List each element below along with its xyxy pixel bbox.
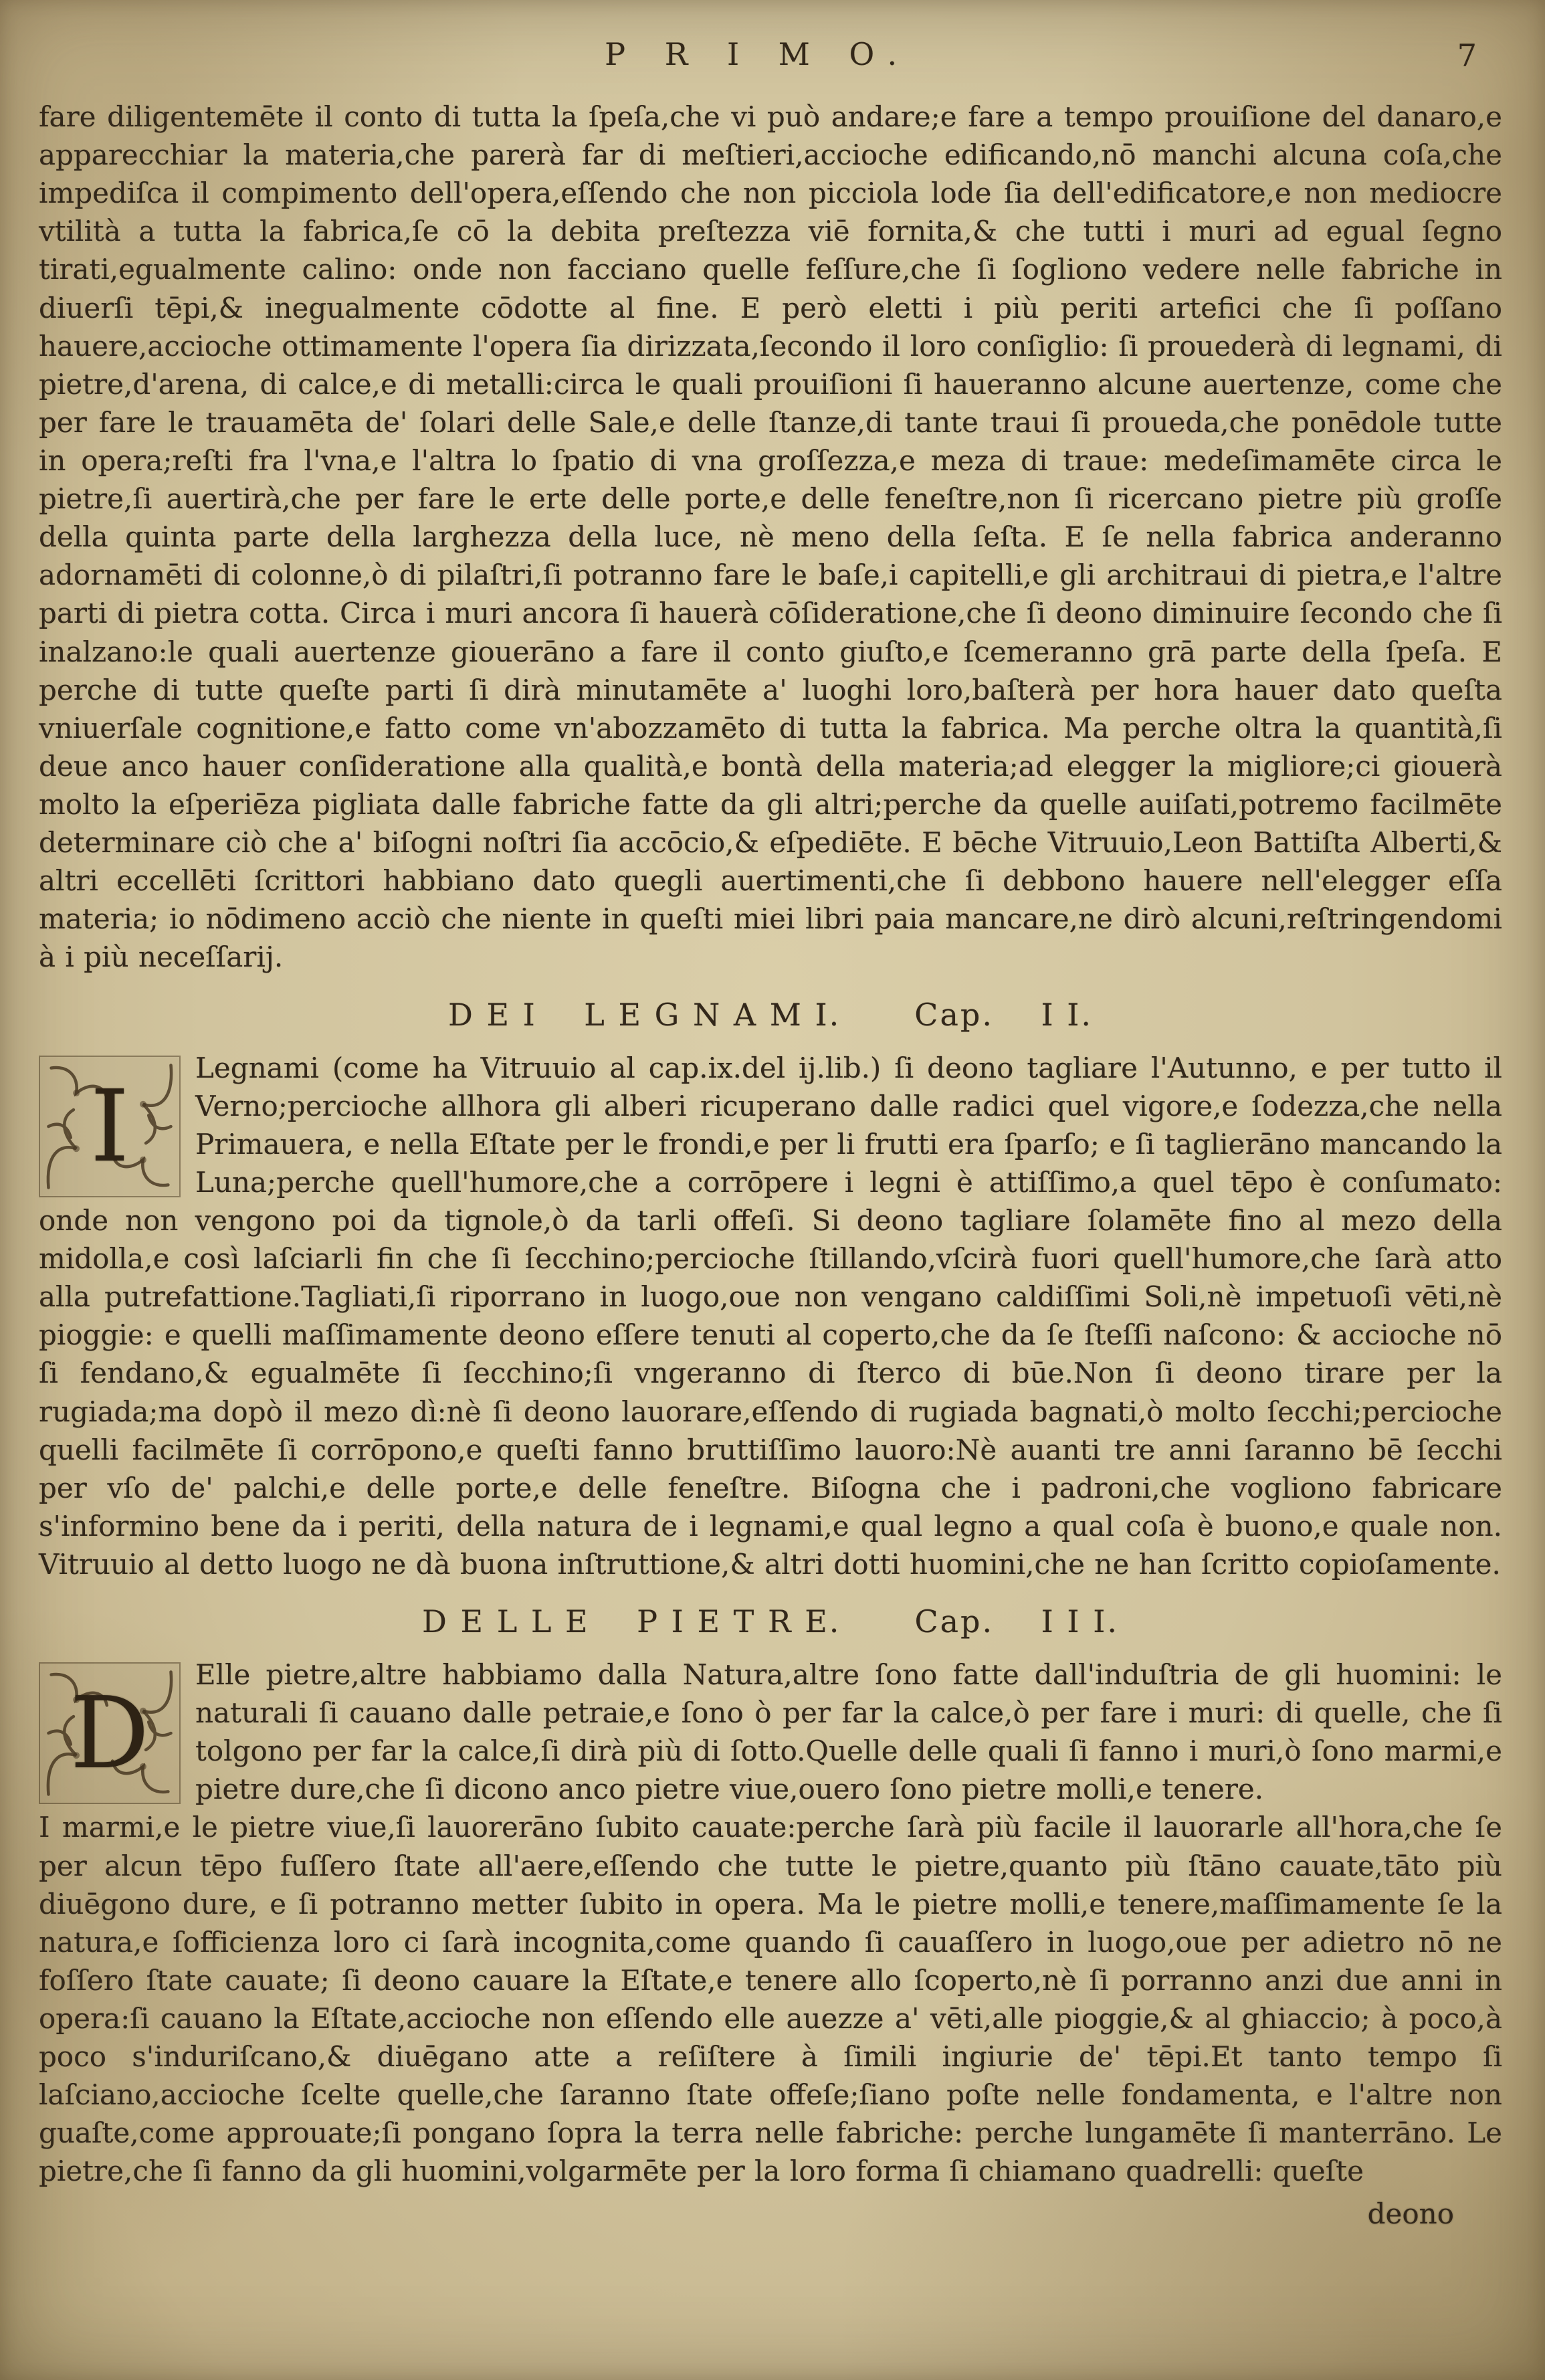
- drop-cap-letter: D: [70, 1676, 150, 1791]
- chapter-heading-pietre: [39, 1603, 1502, 1640]
- running-header: [39, 36, 1502, 80]
- chapter-number: Cap. I I.: [914, 996, 1094, 1033]
- chapter-pietre-paragraph-1: [39, 1656, 1502, 1808]
- page-number: 7: [1457, 37, 1477, 74]
- chapter-text: Legnami (come ha Vitruuio al cap.ix.del ij.lib.) ſi deono tagliare l'Autunno, e per tutto il Verno;percioche allhora gli alberi ricuperano dalle radici quel vigore,e ſodezza,che nella Primauera, e nella Eſtate per le frondi,e per li frutti era ſparſo; e ſi taglierāno mancando la Luna;perche quell'humore,che a corrōpere i legni è attiſſimo,a quel tēpo è conſumato: onde non vengono poi da tignole,ò da tarli offeſi. Si deono tagliare ſolamēte fino al mezo della midolla,e così laſciarli fin che ſi ſecchino;percioche ſtillando,vſcirà fuori quell'humore,che ſarà atto alla putrefattione.Tagliati,ſi riporrano in luogo,oue non vengano caldiſſimi Soli,nè impetuoſi vēti,nè pioggie: e quelli maſſimamente deono eſſere tenuti al coperto,che da ſe ſteſſi naſcono: & accioche nō ſi fendano,& egualmēte ſi ſecchino;ſi vngeranno di ſterco di būe.Non ſi deono tirare per la rugiada;ma dopò il mezo dì:nè ſi deono lauorare,eſſendo di rugiada bagnati,ò molto ſecchi;percioche quelli facilmēte ſi corrōpono,e queſti fanno bruttiſſimo lauoro:Nè auanti tre anni ſaranno bē ſecchi per vſo de' palchi,e delle porte,e delle feneſtre. Biſogna che i padroni,che vogliono fabricare s'informino bene da i periti, della natura de i legnami,e qual legno a qual coſa è buono,e quale non. Vitruuio al detto luogo ne dà buona inſtruttione,& altri dotti huomini,che ne han ſcritto copioſamente.: [39, 1051, 1502, 1581]
- woodcut-initial-legnami: [39, 1056, 181, 1197]
- chapter-number: Cap. I I I.: [914, 1603, 1119, 1640]
- catchword: deono: [1367, 2197, 1454, 2230]
- woodcut-initial-pietre: [39, 1662, 181, 1804]
- catchword-row: [39, 2197, 1502, 2230]
- chapter-text: Elle pietre,altre habbiamo dalla Natura,altre ſono fatte dall'induſtria de gli huomini: le naturali ſi cauano dalle petraie,e ſono ò per far la calce,ò per fare i muri: di quelle, che ſi tolgono per far la calce,ſi dirà più di ſotto.Quelle delle quali ſi fanno i muri,ò ſono marmi,e pietre dure,che ſi dicono anco pietre viue,ouero ſono pietre molli,e tenere.: [195, 1658, 1502, 1806]
- chapter-pietre-paragraph-2: I marmi,e le pietre viue,ſi lauorerāno ſubito cauate:perche ſarà più facile il lauorarle all'hora,che ſe per alcun tēpo fuſſero ſtate all'aere,eſſendo che tutte le pietre,quanto più ſtāno cauate,tāto più diuēgono dure, e ſi potranno metter ſubito in opera. Ma le pietre molli,e tenere,maſſimamente ſe la natura,e ſofficienza loro ci ſarà incognita,come quando ſi cauaſſero in luogo,oue per adietro nō ne foſſero ſtate cauate; ſi deono cauare la Eſtate,e tenere allo ſcoperto,nè ſi porranno anzi due anni in opera:ſi cauano la Eſtate,accioche non eſſendo elle auezze a' vēti,alle pioggie,& al ghiaccio; à poco,à poco s'induriſcano,& diuēgano atte a reſiſtere à ſimili ingiurie de' tēpi.Et tanto tempo ſi laſciano,accioche ſcelte quelle,che ſaranno ſtate offeſe;ſiano poſte nelle fondamenta, e l'altre non guaſte,come approuate;ſi pongano ſopra la terra nelle fabriche: perche lungamēte ſi manterrāno. Le pietre,che ſi fanno da gli huomini,volgarmēte per la loro forma ſi chiamano quadrelli: queſte: [39, 1811, 1502, 2188]
- intro-paragraph: fare diligentemēte il conto di tutta la ſpeſa,che vi può andare;e fare a tempo prouiſione del danaro,e apparecchiar la materia,che parerà far di meſtieri,accioche edificando,nō manchi alcuna coſa,che impediſca il compimento dell'opera,eſſendo che non picciola lode ſia dell'edificatore,e non mediocre vtilità a tutta la fabrica,ſe cō la debita preſtezza viē fornita,& che tutti i muri ad egual ſegno tirati,egualmente calino: onde non facciano quelle feſſure,che ſi ſogliono vedere nelle fabriche in diuerſi tēpi,& inegualmente cōdotte al fine. E però eletti i più periti artefici che ſi poſſano hauere,accioche ottimamente l'opera ſia dirizzata,ſecondo il loro conſiglio: ſi prouederà di legnami, di pietre,d'arena, di calce,e di metalli:circa le quali prouiſioni ſi haueranno alcune auertenze, come che per fare le trauamēta de' ſolari delle Sale,e delle ſtanze,di tante traui ſi proueda,che ponēdole tutte in opera;reſti fra l'vna,e l'altra lo ſpatio di vna groſſezza,e meza di traue: medeſimamēte circa le pietre,ſi auertirà,che per fare le erte delle porte,e delle feneſtre,non ſi ricercano pietre più groſſe della quinta parte della larghezza della luce, nè meno della ſeſta. E ſe nella fabrica anderanno adornamēti di colonne,ò di pilaſtri,ſi potranno fare le baſe,i capitelli,e gli architraui di pietra,e l'altre parti di pietra cotta. Circa i muri ancora ſi hauerà cōſideratione,che ſi deono diminuire ſecondo che ſi inalzano:le quali auertenze giouerāno a fare il conto giuſto,e ſcemeranno grā parte della ſpeſa. E perche di tutte queſte parti ſi dirà minutamēte a' luoghi loro,baſterà per hora hauer dato queſta vniuerſale cognitione,e fatto come vn'abozzamēto di tutta la fabrica. Ma perche oltra la quantità,ſi deue anco hauer conſideratione alla qualità,e bontà della materia;ad elegger la migliore;ci giouerà molto la eſperiēza pigliata dalle fabriche fatte da gli altri;perche da quelle auiſati,potremo facilmēte determinare ciò che a' biſogni noſtri ſia accōcio,& eſpediēte. E bēche Vitruuio,Leon Battiſta Alberti,& altri eccellēti ſcrittori habbiano dato quegli auertimenti,che ſi debbono hauere nell'elegger eſſa materia; io nōdimeno acciò che niente in queſti miei libri paia mancare,ne dirò alcuni,reſtringendomi à i più neceſſarij.: [39, 100, 1502, 974]
- chapter-heading-legnami: [39, 997, 1502, 1033]
- chapter-title: D E I L E G N A M I.: [447, 996, 841, 1033]
- running-head-title: P R I M O.: [605, 36, 912, 72]
- drop-cap-letter: I: [90, 1068, 130, 1184]
- chapter-title: D E L L E P I E T R E.: [421, 1603, 841, 1640]
- chapter-legnami-paragraph: [39, 1049, 1502, 1584]
